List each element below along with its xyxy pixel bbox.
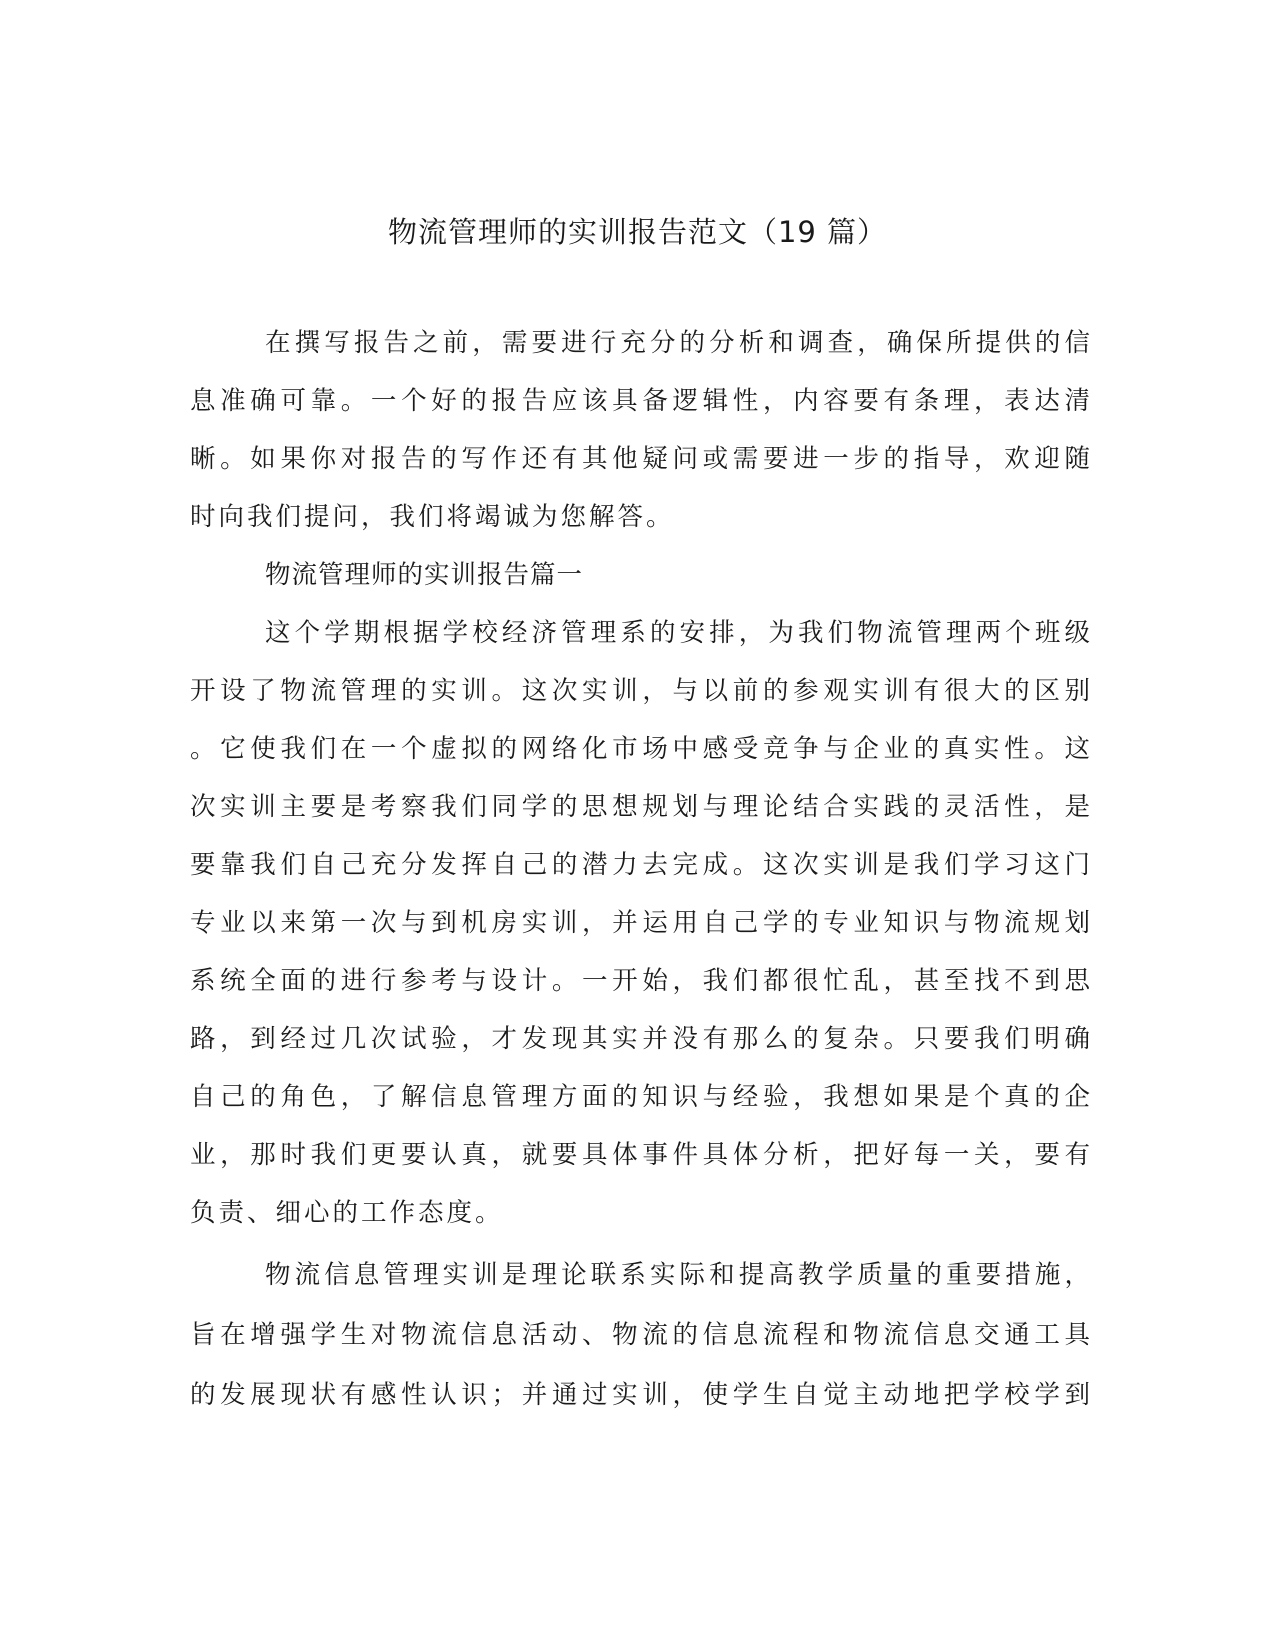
paragraph-line: 息准确可靠。一个好的报告应该具备逻辑性，内容要有条理，表达清 xyxy=(190,386,1090,416)
paragraph-line: 物流信息管理实训是理论联系实际和提高教学质量的重要措施， xyxy=(265,1260,1090,1290)
paragraph-line: 路，到经过几次试验，才发现其实并没有那么的复杂。只要我们明确 xyxy=(190,1024,1090,1054)
paragraph-line: 系统全面的进行参考与设计。一开始，我们都很忙乱，甚至找不到思 xyxy=(190,966,1090,996)
paragraph-line: 要靠我们自己充分发挥自己的潜力去完成。这次实训是我们学习这门 xyxy=(190,850,1090,880)
paragraph-line: 自己的角色，了解信息管理方面的知识与经验，我想如果是个真的企 xyxy=(190,1082,1090,1112)
section-heading: 物流管理师的实训报告篇一 xyxy=(265,560,584,590)
paragraph-line: 。它使我们在一个虚拟的网络化市场中感受竞争与企业的真实性。这 xyxy=(190,734,1090,764)
paragraph-line: 时向我们提问，我们将竭诚为您解答。 xyxy=(190,502,675,532)
paragraph-line: 开设了物流管理的实训。这次实训，与以前的参观实训有很大的区别 xyxy=(190,676,1090,706)
paragraph-line: 业，那时我们更要认真，就要具体事件具体分析，把好每一关，要有 xyxy=(190,1140,1090,1170)
paragraph-line: 专业以来第一次与到机房实训，并运用自己学的专业知识与物流规划 xyxy=(190,908,1090,938)
paragraph-line: 这个学期根据学校经济管理系的安排，为我们物流管理两个班级 xyxy=(265,618,1090,648)
paragraph-line: 在撰写报告之前，需要进行充分的分析和调查，确保所提供的信 xyxy=(265,328,1090,358)
document-title: 物流管理师的实训报告范文（19 篇） xyxy=(387,215,888,249)
paragraph-line: 次实训主要是考察我们同学的思想规划与理论结合实践的灵活性，是 xyxy=(190,792,1090,822)
paragraph-line: 旨在增强学生对物流信息活动、物流的信息流程和物流信息交通工具 xyxy=(190,1320,1090,1350)
paragraph-line: 负责、细心的工作态度。 xyxy=(190,1198,504,1228)
paragraph-line: 的发展现状有感性认识；并通过实训，使学生自觉主动地把学校学到 xyxy=(190,1380,1090,1410)
paragraph-line: 晰。如果你对报告的写作还有其他疑问或需要进一步的指导，欢迎随 xyxy=(190,444,1090,474)
